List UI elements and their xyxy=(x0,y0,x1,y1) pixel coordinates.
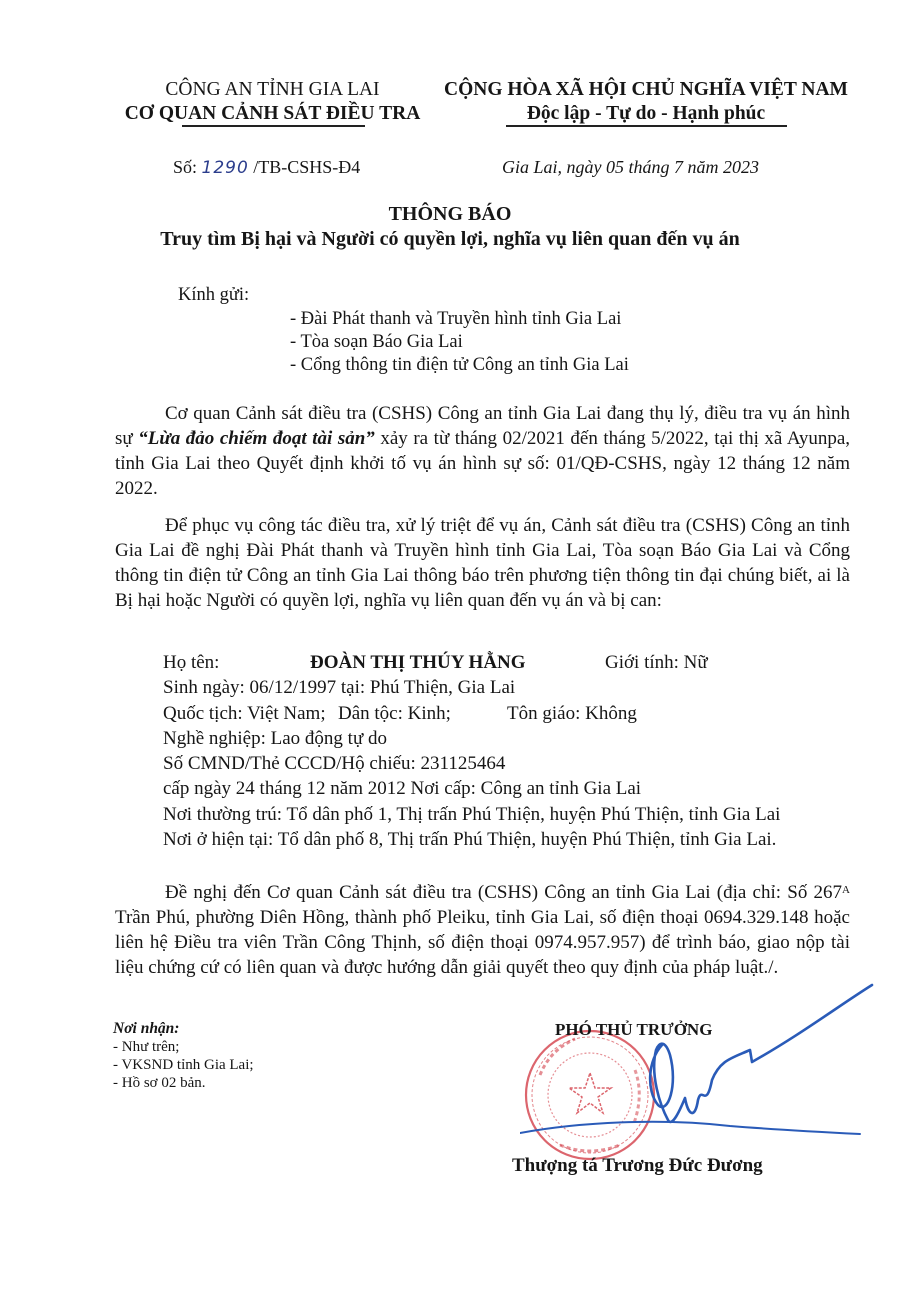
suspect-id-number: Số CMND/Thẻ CCCD/Hộ chiếu: 231125464 xyxy=(163,753,506,775)
motto-underline xyxy=(506,125,787,127)
paragraph-text: Trần Phú, phường Diên Hồng, thành phố Pleiku, tỉnh Gia Lai, số điện thoại 0694.329.148 hoặc liên hệ Điều tra viên Trần Công Thịnh, số điện thoại 0974.957.957) để trình báo, giao nộp tài liệu chứng cứ có liên quan và được hướng dẫn giải quyết theo quy định của pháp luật./. xyxy=(115,907,850,978)
place-date: Gia Lai, ngày 05 tháng 7 năm 2023 xyxy=(502,157,760,177)
crime-name: “Lừa đảo chiếm đoạt tài sản” xyxy=(138,428,375,449)
paragraph-text: xảy ra từ tháng 02/2021 đến tháng 5/2022, tại thị xã Ayunpa, tỉnh Gia Lai theo Quyết định khởi tố vụ án hình sự số: 01/QĐ-CSHS, ngày 12 tháng 12 năm 2022. xyxy=(115,428,850,499)
paragraph-text: Đề nghị đến Cơ quan Cảnh sát điều tra (CSHS) Công an tỉnh Gia Lai (địa chỉ: Số 267 xyxy=(165,882,843,903)
recipient-item: - Như trên; xyxy=(113,1039,180,1055)
handwritten-signature-icon xyxy=(520,980,880,1160)
suspect-id-issued: cấp ngày 24 tháng 12 năm 2012 Nơi cấp: Công an tỉnh Gia Lai xyxy=(163,778,642,800)
recipient-item: - Hồ sơ 02 bản. xyxy=(113,1075,206,1091)
national-header xyxy=(440,78,852,126)
suspect-ethnicity: Dân tộc: Kinh; xyxy=(338,702,451,724)
addressee-item: - Đài Phát thanh và Truyền hình tỉnh Gia Lai xyxy=(290,309,622,329)
recipient-item: - VKSND tỉnh Gia Lai; xyxy=(113,1057,254,1073)
suspect-info xyxy=(163,650,781,852)
suspect-current-address: Nơi ở hiện tại: Tổ dân phố 8, Thị trấn Phú Thiện, huyện Phú Thiện, tỉnh Gia Lai. xyxy=(163,829,777,851)
suspect-nationality: Quốc tịch: Việt Nam; xyxy=(163,702,326,724)
signer-position: PHÓ THỦ TRƯỞNG xyxy=(555,1020,713,1039)
agency-underline xyxy=(182,125,365,127)
document-subtitle: Truy tìm Bị hại và Người có quyền lợi, nghĩa vụ liên quan đến vụ án xyxy=(160,228,740,250)
suspect-permanent-address: Nơi thường trú: Tổ dân phố 1, Thị trấn Phú Thiện, huyện Phú Thiện, tỉnh Gia Lai xyxy=(163,803,781,825)
name-label: Họ tên: xyxy=(163,652,220,673)
suspect-name: ĐOÀN THỊ THÚY HẰNG xyxy=(310,652,526,673)
document-title: THÔNG BÁO xyxy=(388,203,512,225)
addressee-item: - Cổng thông tin điện tử Công an tỉnh Gia Lai xyxy=(290,355,629,375)
suspect-religion: Tôn giáo: Không xyxy=(507,702,637,724)
agency-parent: CÔNG AN TỈNH GIA LAI xyxy=(165,79,380,100)
paragraph-case-info xyxy=(115,401,850,501)
signer-name: Thượng tá Trương Đức Đương xyxy=(512,1155,763,1176)
national-motto: Độc lập - Tự do - Hạnh phúc xyxy=(526,103,766,124)
paragraph-text: Cơ quan Cảnh sát điều tra (CSHS) Công an tỉnh Gia Lai đang thụ lý, điều tra vụ án hình sự xyxy=(115,403,850,449)
suspect-occupation: Nghề nghiệp: Lao động tự do xyxy=(163,727,388,749)
suspect-nationality-row xyxy=(163,701,763,726)
paragraph-text: Để phục vụ công tác điều tra, xử lý triệt để vụ án, Cảnh sát điều tra (CSHS) Công an tỉnh Gia Lai đề nghị Đài Phát thanh và Truyền hình tỉnh Gia Lai, Tòa soạn Báo Gia Lai và Cổng thông tin điện tử Công an tỉnh Gia Lai thông báo trên phương tiện thông tin đại chúng biết, ai là Bị hại hoặc Người có quyền lợi, nghĩa vụ liên quan đến vụ án và bị can: xyxy=(115,515,850,611)
issuing-agency-header xyxy=(100,78,445,126)
suspect-gender: Giới tính: Nữ xyxy=(605,652,708,673)
agency-name: CƠ QUAN CẢNH SÁT ĐIỀU TRA xyxy=(124,103,421,124)
suspect-birth: Sinh ngày: 06/12/1997 tại: Phú Thiện, Gia Lai xyxy=(163,677,516,699)
addressees-list xyxy=(290,308,629,377)
recipients-title: Nơi nhận: xyxy=(113,1020,180,1037)
addressee-item: - Tòa soạn Báo Gia Lai xyxy=(290,332,463,352)
document-number-label: Số: xyxy=(173,157,198,177)
paragraph-request xyxy=(115,513,850,613)
addressees-label: Kính gửi: xyxy=(178,285,250,305)
country-name: CỘNG HÒA XÃ HỘI CHỦ NGHĨA VIỆT NAM xyxy=(444,79,848,100)
paragraph-contact xyxy=(115,880,850,980)
handwritten-number: 1290 xyxy=(201,158,249,178)
document-number xyxy=(173,157,360,178)
recipients-block xyxy=(113,1020,254,1092)
address-superscript: A xyxy=(842,884,850,896)
document-number-suffix: /TB-CSHS-Đ4 xyxy=(248,157,361,177)
suspect-name-row xyxy=(163,650,763,675)
